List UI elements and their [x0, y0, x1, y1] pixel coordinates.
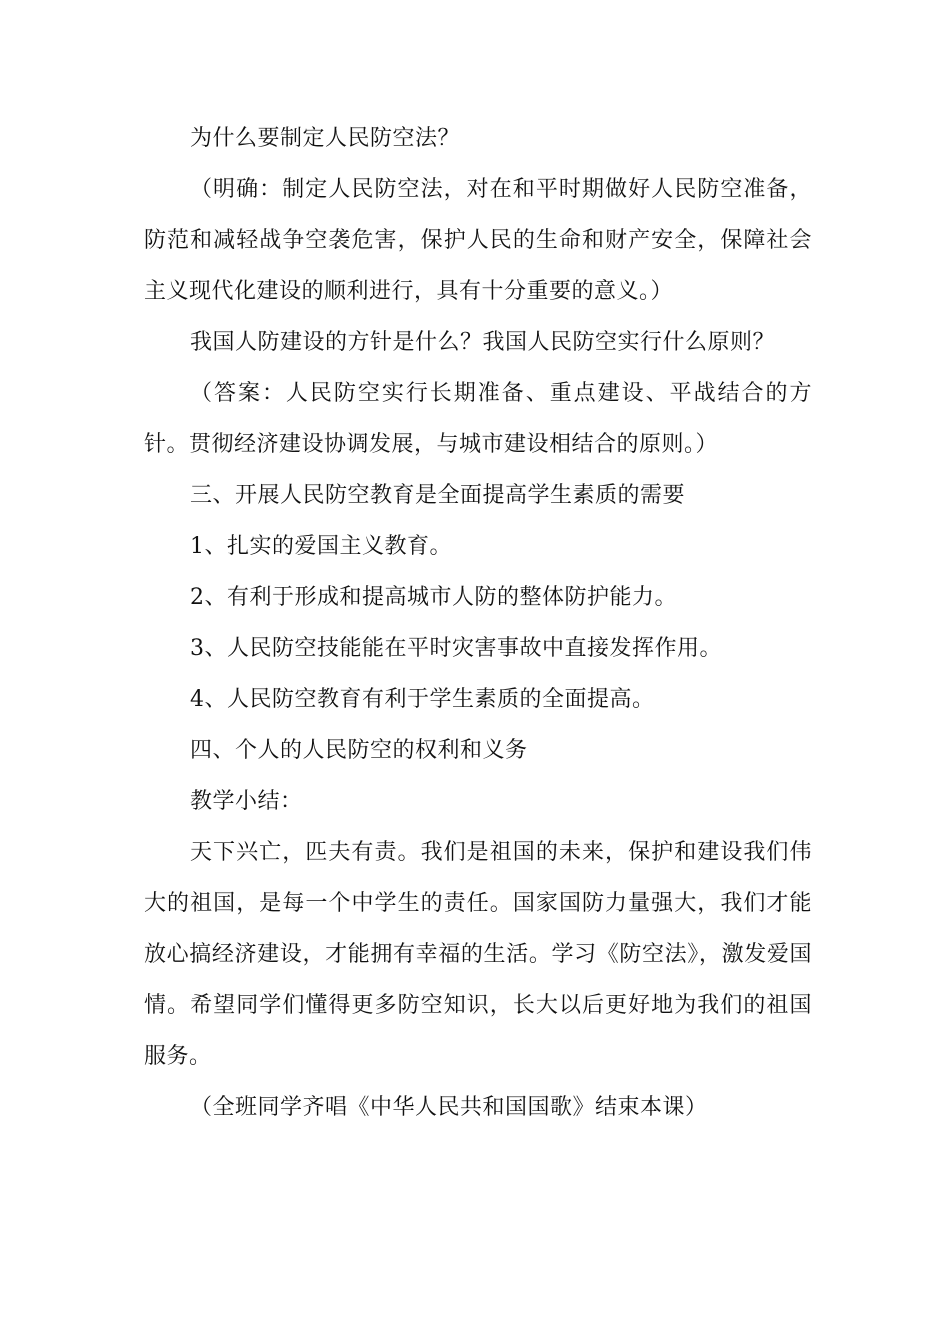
paragraph-question-policy: 我国人防建设的方针是什么？我国人民防空实行什么原则？ [190, 330, 776, 355]
paragraph-answer-policy: （答案：人民防空实行长期准备、重点建设、平战结合的方针。贯彻经济建设协调发展，与城市建设相结合的原则。） [144, 381, 812, 457]
list-item-1: 1、扎实的爱国主义教育。 [190, 534, 452, 559]
closing-note: （全班同学齐唱《中华人民共和国国歌》结束本课） [190, 1095, 708, 1120]
section-heading-four: 四、个人的人民防空的权利和义务 [190, 738, 528, 763]
paragraph-question-why-law: 为什么要制定人民防空法？ [190, 126, 461, 151]
list-item-3: 3、人民防空技能能在平时灾害事故中直接发挥作用。 [190, 636, 722, 661]
summary-paragraph: 天下兴亡，匹夫有责。我们是祖国的未来，保护和建设我们伟大的祖国，是每一个中学生的责任。国家国防力量强大，我们才能放心搞经济建设，才能拥有幸福的生活。学习《防空法》，激发爱国情。希望同学们懂得更多防空知识，长大以后更好地为我们的祖国服务。 [144, 840, 812, 1069]
paragraph-answer-why-law: （明确：制定人民防空法，对在和平时期做好人民防空准备，防范和减轻战争空袭危害，保护人民的生命和财产安全，保障社会主义现代化建设的顺利进行，具有十分重要的意义。） [144, 177, 812, 304]
section-heading-three: 三、开展人民防空教育是全面提高学生素质的需要 [190, 483, 686, 508]
list-item-2: 2、有利于形成和提高城市人防的整体防护能力。 [190, 585, 677, 610]
summary-heading: 教学小结： [190, 789, 303, 814]
document-body [144, 113, 812, 1133]
list-item-4: 4、人民防空教育有利于学生素质的全面提高。 [190, 687, 655, 712]
